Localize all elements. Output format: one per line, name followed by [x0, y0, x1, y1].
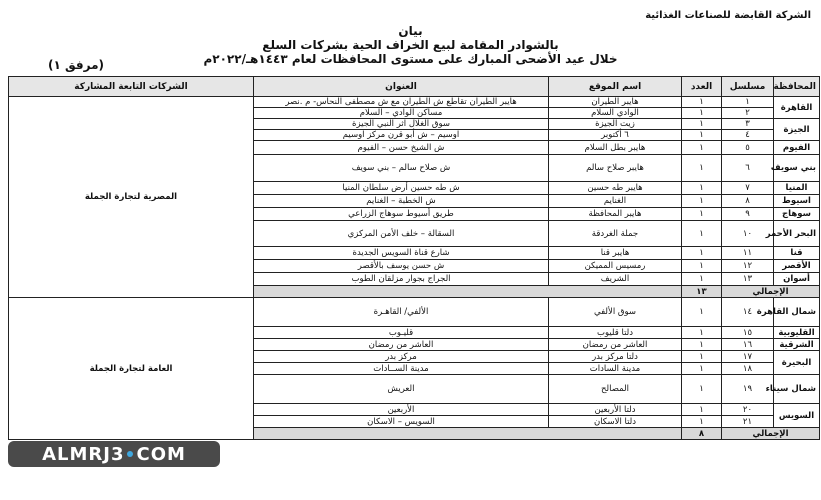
serial-cell: ٧	[722, 182, 774, 195]
count-cell: ١	[682, 195, 722, 208]
count-cell: ١	[682, 404, 722, 416]
count-cell: ١	[682, 260, 722, 273]
address-cell: الجراج بجوار مزلقان الطوب	[254, 273, 549, 286]
site-cell: دلتا الاسكان	[549, 416, 682, 428]
serial-cell: ٣	[722, 119, 774, 130]
col-site: اسم الموقع	[549, 77, 682, 97]
site-cell: هايبر المحافظة	[549, 208, 682, 221]
site-cell: العاشر من رمضان	[549, 339, 682, 351]
site-cell: الغنايم	[549, 195, 682, 208]
document-titles	[0, 24, 821, 66]
site-cell: دلتا الأربعين	[549, 404, 682, 416]
count-cell: ١	[682, 108, 722, 119]
col-gov: المحافظة	[774, 77, 820, 97]
count-cell: ١	[682, 363, 722, 375]
total-label: الإجمالي	[722, 286, 820, 298]
site-cell: هايبر قنا	[549, 247, 682, 260]
serial-cell: ٢١	[722, 416, 774, 428]
address-cell: مساكن الوادي – السلام	[254, 108, 549, 119]
count-cell: ١	[682, 375, 722, 404]
serial-cell: ٢٠	[722, 404, 774, 416]
site-cell: هايبر صلاح سالم	[549, 155, 682, 182]
watermark-text-right: COM	[136, 443, 186, 465]
serial-cell: ١٥	[722, 327, 774, 339]
serial-cell: ١٩	[722, 375, 774, 404]
address-cell: اوسيم – ش أبو قرن مركز اوسيم	[254, 130, 549, 141]
site-cell: رمسيس المميكن	[549, 260, 682, 273]
serial-cell: ١١	[722, 247, 774, 260]
company-cell: العامة لتجارة الجملة	[9, 298, 254, 440]
site-cell: دلتا قليوب	[549, 327, 682, 339]
address-cell: قليـوب	[254, 327, 549, 339]
address-cell: ش الشيخ حسن – الفيوم	[254, 141, 549, 155]
total-empty	[254, 428, 682, 440]
serial-cell: ٦	[722, 155, 774, 182]
total-label: الإجمالي	[722, 428, 820, 440]
count-cell: ١	[682, 130, 722, 141]
count-cell: ١	[682, 247, 722, 260]
site-cell: هايبر الطيران	[549, 97, 682, 108]
serial-cell: ٩	[722, 208, 774, 221]
count-cell: ١	[682, 339, 722, 351]
count-cell: ١	[682, 208, 722, 221]
serial-cell: ١٣	[722, 273, 774, 286]
count-cell: ١	[682, 273, 722, 286]
address-cell: الألفي/ القاهـرة	[254, 298, 549, 327]
address-cell: مركز بدر	[254, 351, 549, 363]
count-cell: ١	[682, 119, 722, 130]
address-cell: سوق الغلال اثر النبي الجيزة	[254, 119, 549, 130]
col-companies: الشركات التابعة المشاركة	[9, 77, 254, 97]
address-cell: شارع قناة السويس الجديدة	[254, 247, 549, 260]
address-cell: العاشر من رمضان	[254, 339, 549, 351]
address-cell: مدينة الســادات	[254, 363, 549, 375]
gov-cell: قنا	[774, 247, 820, 260]
col-address: العنوان	[254, 77, 549, 97]
watermark-dot-icon	[127, 451, 133, 457]
serial-cell: ١٠	[722, 221, 774, 247]
serial-cell: ١٨	[722, 363, 774, 375]
count-cell: ١	[682, 155, 722, 182]
stalls-table	[8, 76, 820, 440]
site-cell: ٦ أكتوبر	[549, 130, 682, 141]
address-cell: ش الخطبة – الغنايم	[254, 195, 549, 208]
serial-cell: ٢	[722, 108, 774, 119]
serial-cell: ١٦	[722, 339, 774, 351]
total-value: ٨	[682, 428, 722, 440]
gov-cell: السويس	[774, 404, 820, 428]
gov-cell: البحيرة	[774, 351, 820, 375]
gov-cell: الفيوم	[774, 141, 820, 155]
address-cell: هايبر الطيران تقاطع ش الطيران مع ش مصطفى النحاس- م .نصر	[254, 97, 549, 108]
doc-subtitle-2: خلال عيد الأضحى المبارك على مستوى المحافظات لعام ١٤٤٣هـ/٢٠٢٢م	[203, 52, 618, 66]
site-cell: جملة الغردقة	[549, 221, 682, 247]
gov-cell: المنيا	[774, 182, 820, 195]
serial-cell: ٥	[722, 141, 774, 155]
count-cell: ١	[682, 416, 722, 428]
count-cell: ١	[682, 97, 722, 108]
site-cell: زيت الجيزة	[549, 119, 682, 130]
address-cell: ش طه حسين أرض سلطان المنيا	[254, 182, 549, 195]
address-cell: الأربعين	[254, 404, 549, 416]
count-cell: ١	[682, 327, 722, 339]
col-count: العدد	[682, 77, 722, 97]
total-value: ١٣	[682, 286, 722, 298]
site-cell: هايبر بطل السلام	[549, 141, 682, 155]
watermark-text-left: ALMRJ3	[42, 443, 125, 465]
gov-cell: شمال القاهرة	[774, 298, 820, 327]
company-name: الشركة القابضة للصناعات الغذائية	[645, 10, 811, 21]
company-cell: المصرية لتجارة الجملة	[9, 97, 254, 298]
col-serial: مسلسل	[722, 77, 774, 97]
gov-cell: شمال سيناء	[774, 375, 820, 404]
gov-cell: الجيزة	[774, 119, 820, 141]
site-cell: دلتا مركز بدر	[549, 351, 682, 363]
doc-title: بيان	[398, 24, 423, 38]
count-cell: ١	[682, 221, 722, 247]
count-cell: ١	[682, 141, 722, 155]
serial-cell: ٨	[722, 195, 774, 208]
address-cell: طريق أسيوط سوهاج الزراعي	[254, 208, 549, 221]
site-cell: مدينة السادات	[549, 363, 682, 375]
gov-cell: بني سويف	[774, 155, 820, 182]
address-cell: العريش	[254, 375, 549, 404]
serial-cell: ١	[722, 97, 774, 108]
site-cell: المصالح	[549, 375, 682, 404]
serial-cell: ١٧	[722, 351, 774, 363]
serial-cell: ٤	[722, 130, 774, 141]
gov-cell: القاهرة	[774, 97, 820, 119]
serial-cell: ١٤	[722, 298, 774, 327]
table-body	[9, 97, 820, 440]
gov-cell: الشرقية	[774, 339, 820, 351]
gov-cell: اسيوط	[774, 195, 820, 208]
address-cell: ش صلاح سالم – بني سويف	[254, 155, 549, 182]
gov-cell: سوهاج	[774, 208, 820, 221]
gov-cell: الأقصر	[774, 260, 820, 273]
address-cell: السقالة – خلف الأمن المركزي	[254, 221, 549, 247]
doc-subtitle-1: بالشوادر المقامة لبيع الخراف الحية بشركات السلع	[262, 38, 559, 52]
gov-cell: القليوبية	[774, 327, 820, 339]
site-cell: هايبر طه حسين	[549, 182, 682, 195]
site-cell: الوادي السلام	[549, 108, 682, 119]
site-cell: سوق الألفي	[549, 298, 682, 327]
gov-cell: البحر الأحمر	[774, 221, 820, 247]
total-empty	[254, 286, 682, 298]
table-row	[9, 298, 820, 327]
site-cell: الشريف	[549, 273, 682, 286]
address-cell: السويس – الاسكان	[254, 416, 549, 428]
count-cell: ١	[682, 182, 722, 195]
table-header-row	[9, 77, 820, 97]
count-cell: ١	[682, 298, 722, 327]
table-row	[9, 97, 820, 108]
watermark-logo	[8, 441, 220, 467]
count-cell: ١	[682, 351, 722, 363]
serial-cell: ١٢	[722, 260, 774, 273]
gov-cell: أسوان	[774, 273, 820, 286]
annex-label: (مرفق ١)	[48, 58, 105, 72]
address-cell: ش حسن يوسف بالأقصر	[254, 260, 549, 273]
